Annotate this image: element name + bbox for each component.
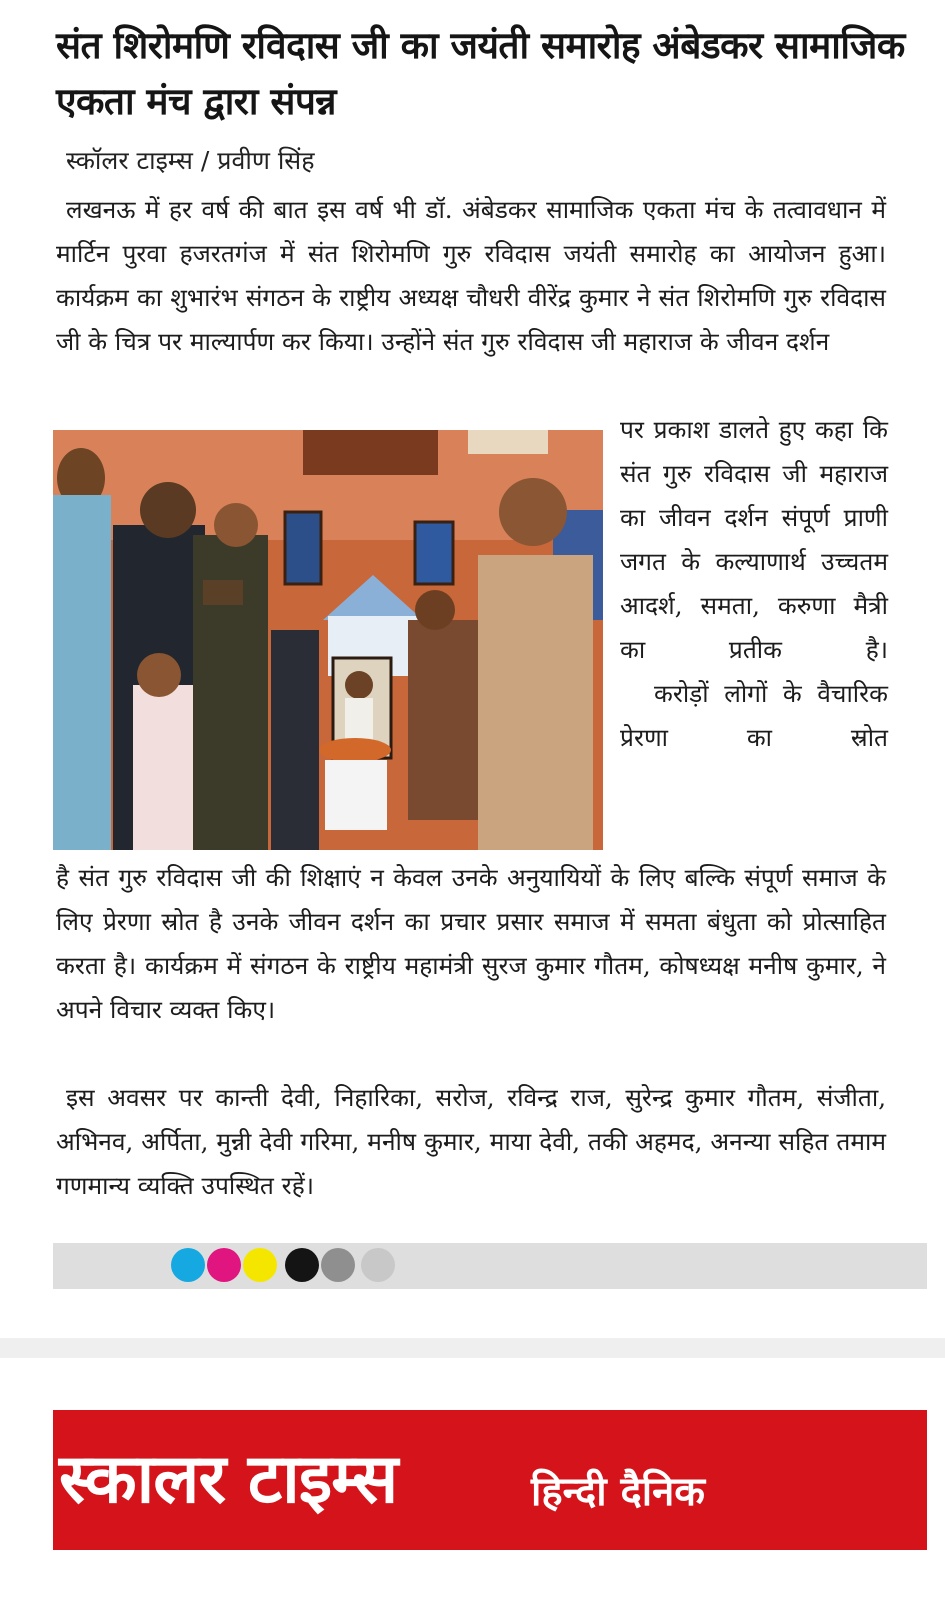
- side-column: [620, 408, 888, 760]
- article-side-paragraph: पर प्रकाश डालते हुए कहा कि संत गुरु रविदास जी महाराज का जीवन दर्शन संपूर्ण प्राणी जगत के कल्याणार्थ उच्चतम आदर्श, समता, करुणा मैत्री का प्रतीक है।: [620, 415, 888, 664]
- article-paragraph-4: इस अवसर पर कान्ती देवी, निहारिका, सरोज, रविन्द्र राज, सुरेन्द्र कुमार गौतम, संजीता, अभिनव, अर्पिता, मुन्नी देवी गरिमा, मनीष कुमार, माया देवी, तकी अहमद, अनन्या सहित तमाम गणमान्य व्यक्ति उपस्थित रहें।: [56, 1083, 886, 1200]
- article-headline: संत शिरोमणि रविदास जी का जयंती समारोह अंबेडकर सामाजिक एकता मंच द्वारा संपन्न: [56, 24, 905, 123]
- light-gray-dot: [361, 1248, 395, 1282]
- newspaper-masthead: [53, 1410, 927, 1550]
- article-byline: स्कॉलर टाइम्स / प्रवीण सिंह: [66, 146, 315, 175]
- cyan-dot: [171, 1248, 205, 1282]
- magenta-dot: [207, 1248, 241, 1282]
- gray-dot: [321, 1248, 355, 1282]
- black-dot: [285, 1248, 319, 1282]
- masthead-brand: स्कालर टाइम्स: [59, 1440, 398, 1519]
- yellow-dot: [243, 1248, 277, 1282]
- print-color-bar: [53, 1243, 927, 1289]
- article-paragraph-3: है संत गुरु रविदास जी की शिक्षाएं न केवल उनके अनुयायियों के लिए बल्कि संपूर्ण समाज के लिए प्रेरणा स्रोत है उनके जीवन दर्शन का प्रचार प्रसार समाज में समता बंधुता को प्रोत्साहित करता है। कार्यक्रम में संगठन के राष्ट्रीय महामंत्री सुरज कुमार गौतम, कोषध्यक्ष मनीष कुमार, ने अपने विचार व्यक्त किए।: [56, 863, 886, 1024]
- event-photo: [53, 430, 603, 850]
- masthead-tagline: हिन्दी दैनिक: [531, 1469, 706, 1515]
- group-photo-image: [53, 430, 603, 850]
- article-paragraph-1: लखनऊ में हर वर्ष की बात इस वर्ष भी डॉ. अंबेडकर सामाजिक एकता मंच के तत्वावधान में मार्टिन पुरवा हजरतगंज में संत शिरोमणि गुरु रविदास जयंती समारोह का आयोजन हुआ। कार्यक्रम का शुभारंभ संगठन के राष्ट्रीय अध्यक्ष चौधरी वीरेंद्र कुमार ने संत शिरोमणि गुरु रविदास जी के चित्र पर माल्यार्पण कर किया। उन्होंने संत गुरु रविदास जी महाराज के जीवन दर्शन: [56, 195, 886, 356]
- section-divider: [0, 1338, 945, 1358]
- article-side-paragraph-2: करोड़ों लोगों के वैचारिक प्रेरणा का स्रोत: [620, 679, 888, 752]
